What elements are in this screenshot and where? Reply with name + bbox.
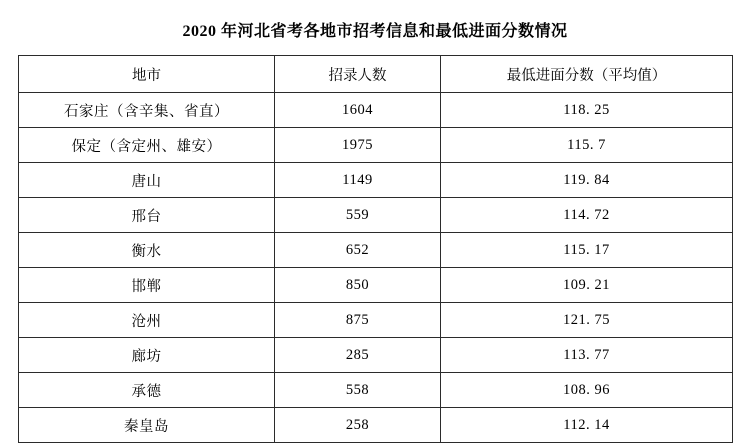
cell-city: 秦皇岛: [19, 408, 275, 443]
cell-count: 850: [275, 268, 441, 303]
cell-score: 115. 17: [441, 233, 733, 268]
cell-count: 1975: [275, 128, 441, 163]
cell-city: 石家庄（含辛集、省直）: [19, 93, 275, 128]
recruitment-table: [18, 55, 733, 443]
cell-score: 121. 75: [441, 303, 733, 338]
cell-score: 118. 25: [441, 93, 733, 128]
cell-city: 廊坊: [19, 338, 275, 373]
cell-score: 112. 14: [441, 408, 733, 443]
column-header-city: 地市: [19, 56, 275, 93]
table-row: [19, 93, 733, 128]
table-body: [19, 93, 733, 443]
table-row: [19, 303, 733, 338]
column-header-count: 招录人数: [275, 56, 441, 93]
cell-count: 875: [275, 303, 441, 338]
cell-city: 邯郸: [19, 268, 275, 303]
cell-count: 285: [275, 338, 441, 373]
table-container: [0, 55, 750, 443]
table-row: [19, 163, 733, 198]
cell-score: 115. 7: [441, 128, 733, 163]
cell-score: 119. 84: [441, 163, 733, 198]
cell-score: 114. 72: [441, 198, 733, 233]
cell-count: 1604: [275, 93, 441, 128]
table-header-row: [19, 56, 733, 93]
cell-city: 邢台: [19, 198, 275, 233]
column-header-score: 最低进面分数（平均值）: [441, 56, 733, 93]
table-row: [19, 338, 733, 373]
cell-city: 唐山: [19, 163, 275, 198]
table-header: [19, 56, 733, 93]
table-row: [19, 233, 733, 268]
table-row: [19, 408, 733, 443]
cell-count: 558: [275, 373, 441, 408]
table-row: [19, 268, 733, 303]
table-row: [19, 373, 733, 408]
cell-count: 559: [275, 198, 441, 233]
cell-city: 沧州: [19, 303, 275, 338]
cell-count: 652: [275, 233, 441, 268]
table-row: [19, 128, 733, 163]
cell-city: 承德: [19, 373, 275, 408]
page-title: 2020 年河北省考各地市招考信息和最低进面分数情况: [182, 23, 568, 40]
cell-count: 1149: [275, 163, 441, 198]
cell-score: 108. 96: [441, 373, 733, 408]
cell-score: 113. 77: [441, 338, 733, 373]
table-row: [19, 198, 733, 233]
cell-city: 衡水: [19, 233, 275, 268]
cell-count: 258: [275, 408, 441, 443]
cell-city: 保定（含定州、雄安）: [19, 128, 275, 163]
cell-score: 109. 21: [441, 268, 733, 303]
